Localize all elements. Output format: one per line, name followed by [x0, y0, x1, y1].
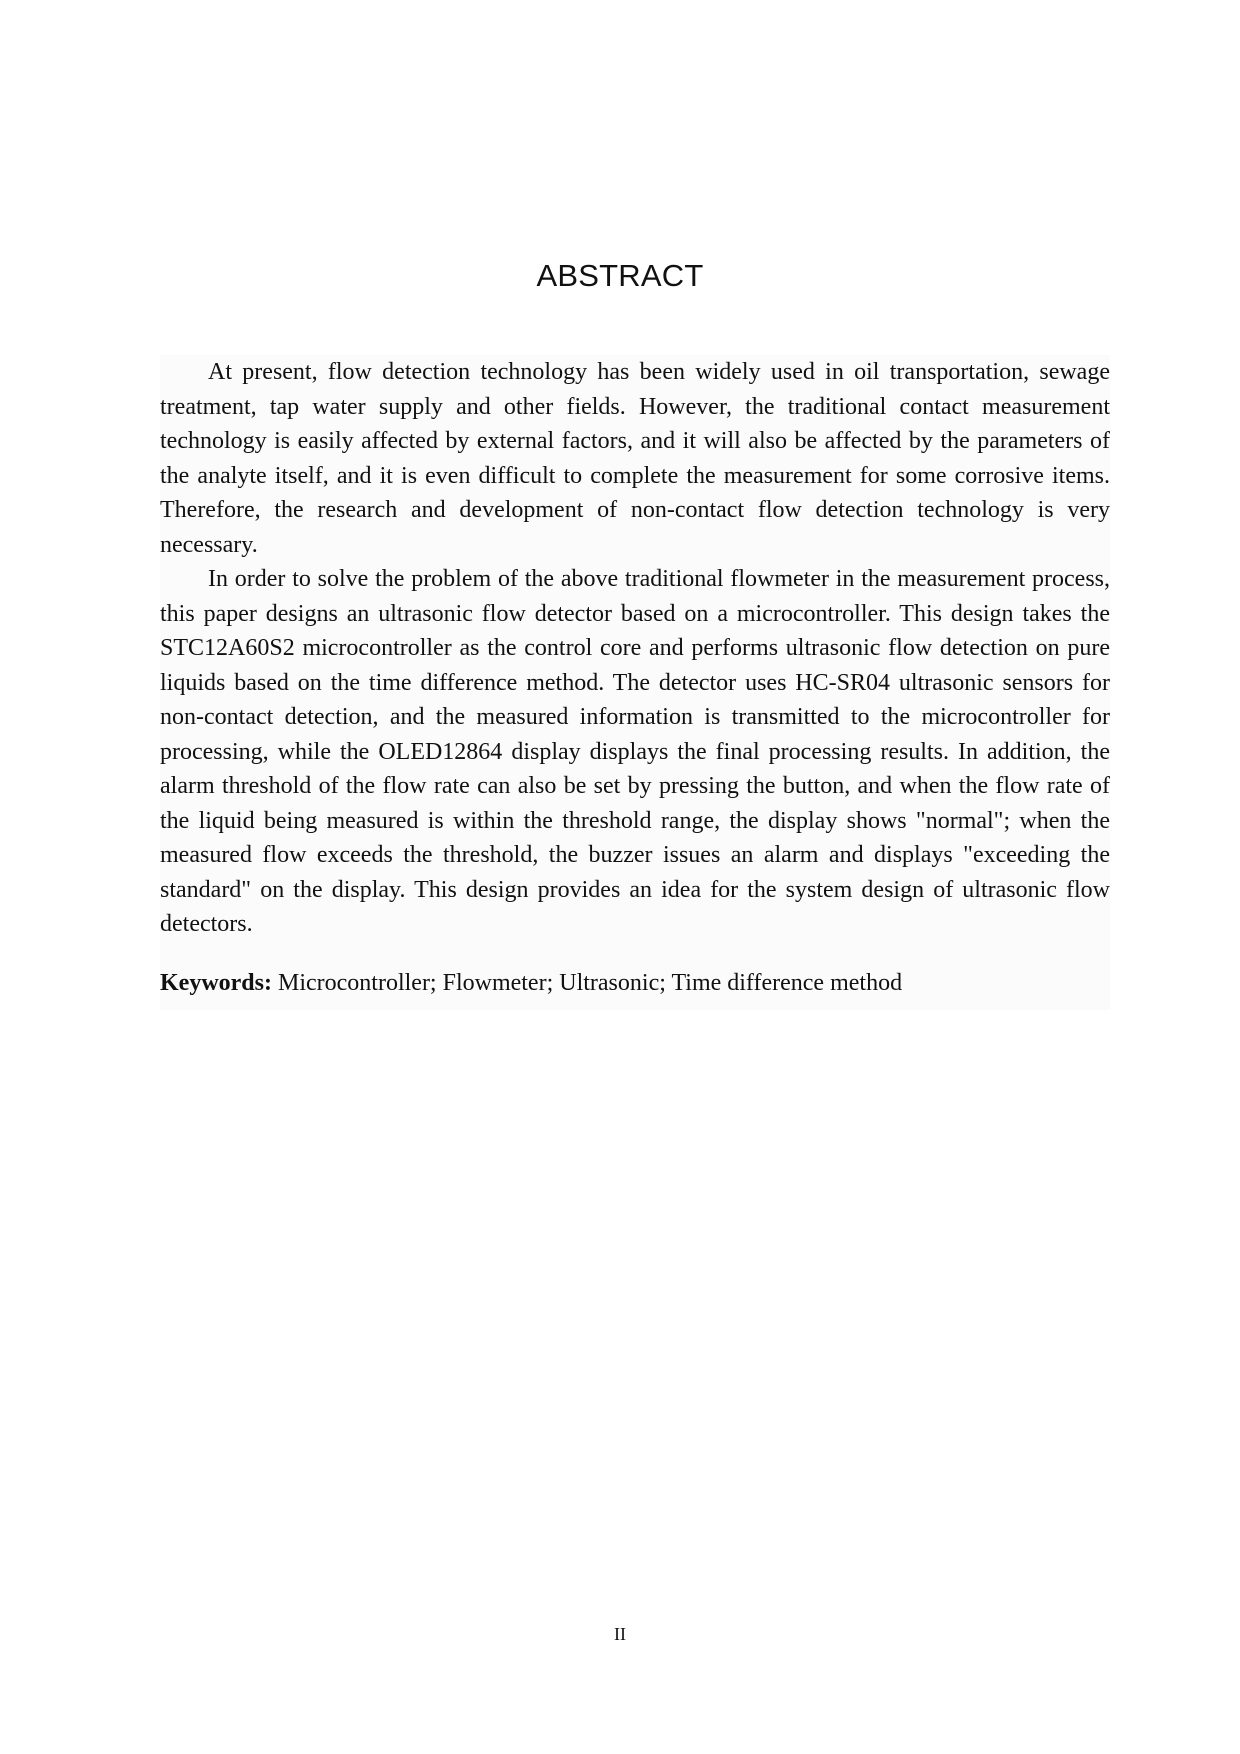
keywords-line — [160, 966, 1110, 1001]
page-title: ABSTRACT — [536, 258, 704, 293]
keywords-text: Microcontroller; Flowmeter; Ultrasonic; Time difference method — [271, 969, 903, 996]
keywords-label: Keywords: — [160, 969, 272, 996]
abstract-body — [160, 355, 1110, 1010]
abstract-paragraph-1: At present, flow detection technology has been widely used in oil transportation, sewage treatment, tap water supply and other fields. However, the traditional contact measurement technology is easily affected by external factors, and it will also be affected by the parameters of the analyte itself, and it is even difficult to complete the measurement for some corrosive items. Therefore, the research and development of non-contact flow detection technology is very necessary. — [160, 359, 1110, 558]
abstract-paragraph-2: In order to solve the problem of the above traditional flowmeter in the measurement process, this paper designs an ultrasonic flow detector based on a microcontroller. This design takes the STC12A60S2 microcontroller as the control core and performs ultrasonic flow detection on pure liquids based on the time difference method. The detector uses HC-SR04 ultrasonic sensors for non-contact detection, and the measured information is transmitted to the microcontroller for processing, while the OLED12864 display displays the final processing results. In addition, the alarm threshold of the flow rate can also be set by pressing the button, and when the flow rate of the liquid being measured is within the threshold range, the display shows "normal"; when the measured flow exceeds the threshold, the buzzer issues an alarm and displays "exceeding the standard" on the display. This design provides an idea for the system design of ultrasonic flow detectors. — [160, 566, 1110, 937]
page-number: II — [614, 1624, 626, 1644]
